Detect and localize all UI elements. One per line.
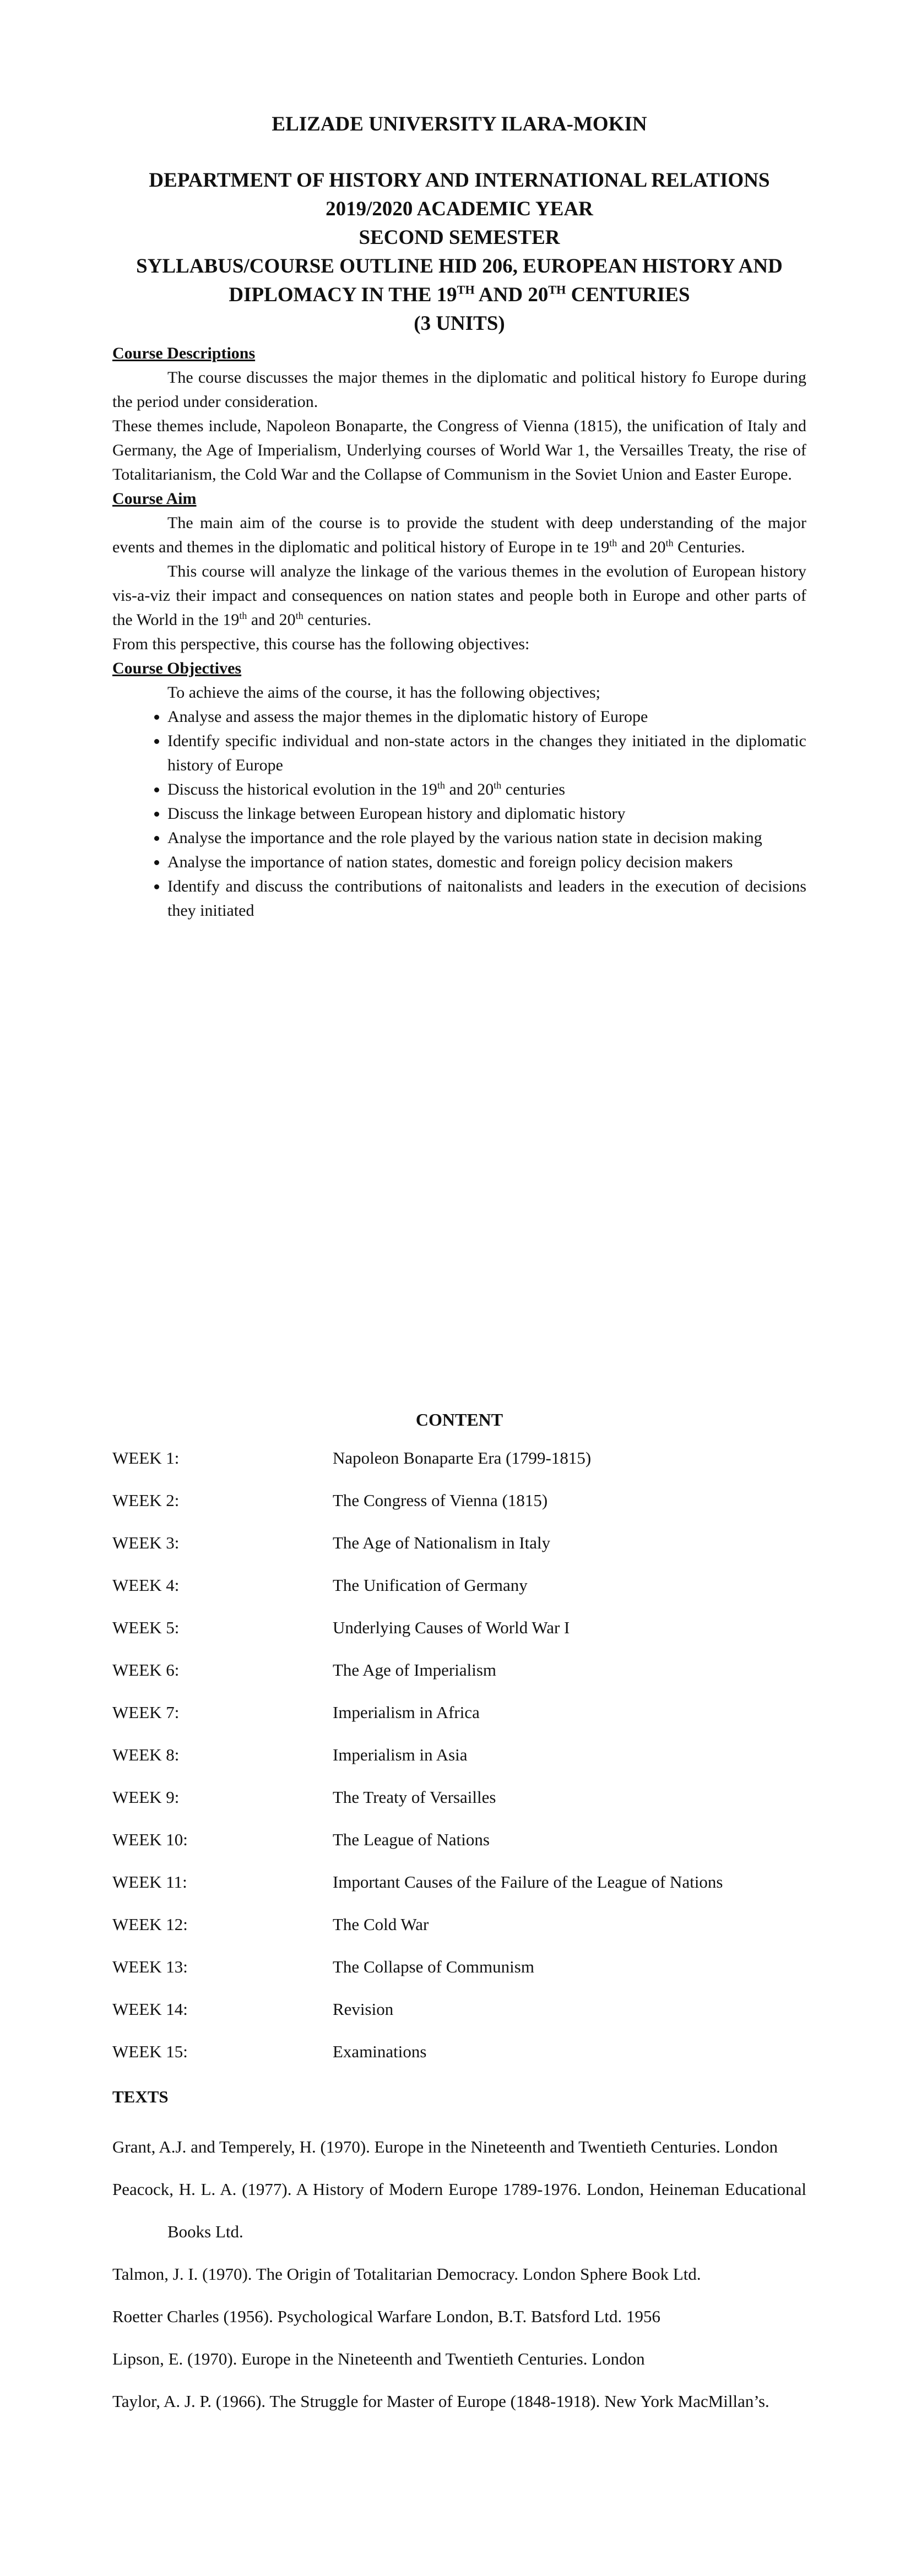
week-topic: Imperialism in Asia [333, 1745, 468, 1764]
objective-item: • Discuss the historical evolution in the 19th and 20th centuries [167, 778, 806, 802]
department-name: DEPARTMENT OF HISTORY AND INTERNATIONAL RELATIONS [149, 169, 770, 192]
reference-item: Lipson, E. (1970). Europe in the Nineteenth and Twentieth Centuries. London [112, 2349, 645, 2368]
course-body [112, 341, 806, 923]
week-topic: The Treaty of Versailles [333, 1787, 496, 1807]
course-title-line1: SYLLABUS/COURSE OUTLINE HID 206, EUROPEAN HISTORY AND [136, 255, 783, 278]
week-number: WEEK 1: [112, 1448, 180, 1468]
week-topic: Revision [333, 1999, 394, 2019]
week-row [112, 1575, 806, 1618]
week-topic: Napoleon Bonaparte Era (1799-1815) [333, 1448, 592, 1468]
week-topic: Imperialism in Africa [333, 1703, 480, 1722]
week-row [112, 1915, 806, 1957]
objective-item: • Identify specific individual and non-state actors in the changes they initiated in the diplomatic history of Europe [167, 729, 806, 778]
week-topic: Underlying Causes of World War I [333, 1618, 570, 1637]
week-row [112, 1957, 806, 1999]
texts-heading: TEXTS [112, 2087, 169, 2106]
week-number: WEEK 12: [112, 1915, 188, 1934]
objective-item: • Analyse the importance of nation states, domestic and foreign policy decision makers [167, 850, 806, 874]
week-number: WEEK 15: [112, 2042, 188, 2061]
reference-item: Peacock, H. L. A. (1977). A History of Modern Europe 1789-1976. London, Heineman Educational Books Ltd. [112, 2180, 806, 2241]
week-row [112, 1533, 806, 1575]
week-row [112, 1703, 806, 1745]
week-row [112, 1999, 806, 2042]
week-row [112, 1787, 806, 1830]
week-row [112, 1448, 806, 1491]
aim-paragraph-1: The main aim of the course is to provide the student with deep understanding of the major events and themes in the diplomatic and political history of Europe in te 19th and 20th Centuries. [112, 514, 806, 556]
reference-item: Roetter Charles (1956). Psychological Warfare London, B.T. Batsford Ltd. 1956 [112, 2307, 661, 2326]
objective-item: • Analyse and assess the major themes in the diplomatic history of Europe [167, 705, 806, 729]
week-row [112, 1660, 806, 1703]
descriptions-paragraph-1: The course discusses the major themes in the diplomatic and political history fo Europe during the period under consideration. [112, 368, 806, 411]
week-number: WEEK 5: [112, 1618, 180, 1637]
objectives-list [112, 705, 806, 923]
university-name: ELIZADE UNIVERSITY ILARA-MOKIN [272, 113, 647, 135]
objective-item: • Identify and discuss the contributions of naitonalists and leaders in the execution of decisions they initiated [167, 874, 806, 923]
week-topic: Examinations [333, 2042, 427, 2061]
course-units: (3 UNITS) [414, 312, 505, 335]
university-title [112, 110, 806, 139]
week-topic: The Age of Imperialism [333, 1660, 496, 1680]
week-topic: The Age of Nationalism in Italy [333, 1533, 551, 1552]
week-row [112, 1745, 806, 1787]
week-topic: The Unification of Germany [333, 1575, 528, 1595]
reference-item: Talmon, J. I. (1970). The Origin of Totalitarian Democracy. London Sphere Book Ltd. [112, 2264, 701, 2284]
week-number: WEEK 10: [112, 1830, 188, 1849]
week-number: WEEK 9: [112, 1787, 180, 1807]
week-number: WEEK 3: [112, 1533, 180, 1552]
content-heading: CONTENT [415, 1410, 503, 1430]
week-row [112, 2042, 806, 2084]
week-number: WEEK 11: [112, 1872, 187, 1892]
week-topic: The Cold War [333, 1915, 429, 1934]
week-row [112, 1872, 806, 1915]
week-topic: The League of Nations [333, 1830, 490, 1849]
objectives-intro: To achieve the aims of the course, it has the following objectives; [167, 683, 601, 702]
week-topic: The Collapse of Communism [333, 1957, 534, 1976]
academic-year: 2019/2020 ACADEMIC YEAR [326, 198, 593, 220]
reference-list [112, 2126, 806, 2422]
week-number: WEEK 14: [112, 1999, 188, 2019]
week-number: WEEK 13: [112, 1957, 188, 1976]
weekly-schedule [112, 1448, 806, 2084]
aim-paragraph-3: From this perspective, this course has the following objectives: [112, 635, 530, 653]
week-row [112, 1491, 806, 1533]
aim-paragraph-2: This course will analyze the linkage of the various themes in the evolution of European history vis-a-viz their impact and consequences on nation states and people both in Europe and other parts of the World in the 19th and 20th centuries. [112, 562, 806, 629]
reference-item: Taylor, A. J. P. (1966). The Struggle for Master of Europe (1848-1918). New York MacMillan’s. [112, 2392, 769, 2411]
semester: SECOND SEMESTER [359, 226, 560, 249]
week-number: WEEK 8: [112, 1745, 180, 1764]
week-number: WEEK 4: [112, 1575, 180, 1595]
week-row [112, 1618, 806, 1660]
course-title-block [112, 166, 806, 338]
course-objectives-heading: Course Objectives [112, 659, 242, 677]
course-descriptions-heading: Course Descriptions [112, 344, 256, 362]
course-aim-heading: Course Aim [112, 490, 197, 508]
week-number: WEEK 7: [112, 1703, 180, 1722]
week-topic: Important Causes of the Failure of the League of Nations [333, 1872, 723, 1892]
objective-item: • Discuss the linkage between European history and diplomatic history [167, 802, 806, 826]
week-number: WEEK 6: [112, 1660, 180, 1680]
reference-item: Grant, A.J. and Temperely, H. (1970). Europe in the Nineteenth and Twentieth Centuries. London [112, 2137, 778, 2156]
week-topic: The Congress of Vienna (1815) [333, 1491, 548, 1510]
week-row [112, 1830, 806, 1872]
week-number: WEEK 2: [112, 1491, 180, 1510]
objective-item: • Analyse the importance and the role played by the various nation state in decision making [167, 826, 806, 850]
course-title-line2: DIPLOMACY IN THE 19TH AND 20TH CENTURIES [229, 282, 690, 306]
descriptions-paragraph-2: These themes include, Napoleon Bonaparte, the Congress of Vienna (1815), the unification of Italy and Germany, the Age of Imperialism, Underlying courses of World War 1, the Versailles Treaty, the rise of Totalitarianism, the Cold War and the Collapse of Communism in the Soviet Union and Easter Europe. [112, 417, 806, 483]
